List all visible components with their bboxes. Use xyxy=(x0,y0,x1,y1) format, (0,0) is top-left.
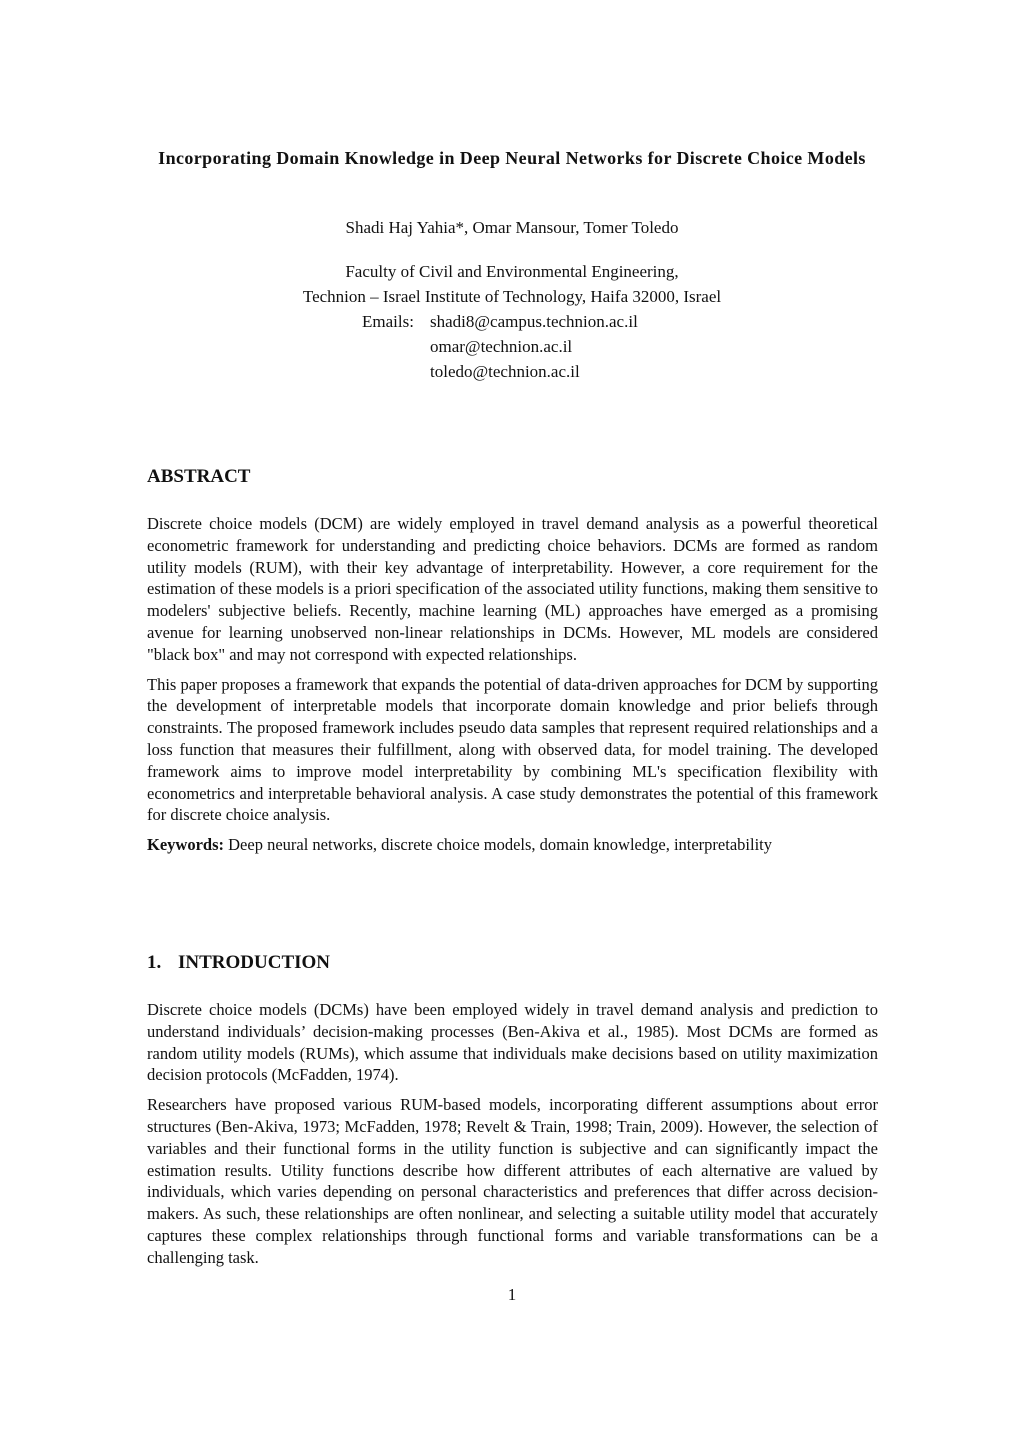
email-block xyxy=(362,309,638,384)
paper-title: Incorporating Domain Knowledge in Deep Neural Networks for Discrete Choice Models xyxy=(158,148,866,168)
intro-paragraph: Discrete choice models (DCMs) have been employed widely in travel demand analysis and prediction to understand individuals’ decision-making processes (Ben-Akiva et al., 1985). Most DCMs are formed as random utility models (RUMs), which assume that individuals make decisions based on utility maximization decision protocols (McFadden, 1974). xyxy=(147,1000,878,1085)
affiliation-line-1: Faculty of Civil and Environmental Engineering, xyxy=(345,262,679,281)
abstract-paragraph: This paper proposes a framework that expands the potential of data-driven approaches for DCM by supporting the development of interpretable models that incorporate domain knowledge and prior beliefs through constraints. The proposed framework includes pseudo data samples that represent required relationships and a loss function that measures their fulfillment, along with observed data, for model training. The developed framework aims to improve model interpretability by combining ML's specification flexibility with econometrics and interpretable behavioral analysis. A case study demonstrates the potential of this framework for discrete choice analysis. xyxy=(147,674,878,825)
affiliation-line-2: Technion – Israel Institute of Technology, Haifa 32000, Israel xyxy=(302,287,722,306)
section-heading-introduction xyxy=(147,951,330,975)
abstract-heading: ABSTRACT xyxy=(147,466,251,487)
keywords xyxy=(147,834,878,856)
author-list: Shadi Haj Yahia*, Omar Mansour, Tomer Toledo xyxy=(345,218,679,237)
keywords-label: Keywords: xyxy=(147,835,224,855)
introduction-body xyxy=(147,999,878,1277)
email-link[interactable]: omar@technion.ac.il xyxy=(430,337,573,356)
abstract-body xyxy=(147,513,878,864)
emails-label: Emails: xyxy=(362,312,414,331)
keywords-text: Deep neural networks, discrete choice models, domain knowledge, interpretability xyxy=(228,835,772,855)
email-link[interactable]: toledo@technion.ac.il xyxy=(430,362,580,381)
email-link[interactable]: shadi8@campus.technion.ac.il xyxy=(430,312,638,331)
abstract-paragraph: Discrete choice models (DCM) are widely employed in travel demand analysis as a powerful theoretical econometric framework for understanding and predicting choice behaviors. DCMs are formed as random utility models (RUM), with their key advantage of interpretability. However, a core requirement for the estimation of these models is a priori specification of the associated utility functions, making them sensitive to modelers' subjective beliefs. Recently, machine learning (ML) approaches have emerged as a promising avenue for learning unobserved non-linear relationships in DCMs. However, ML models are considered "black box" and may not correspond with expected relationships. xyxy=(147,514,878,664)
section-number: 1. xyxy=(147,952,162,973)
affiliation xyxy=(120,259,904,309)
page-number: 1 xyxy=(507,1285,517,1304)
section-title: INTRODUCTION xyxy=(178,952,331,973)
intro-paragraph: Researchers have proposed various RUM-based models, incorporating different assumptions about error structures (Ben-Akiva, 1973; McFadden, 1978; Revelt & Train, 1998; Train, 2009). However, the selection of variables and their functional forms in the utility function is subjective and can significantly impact the estimation results. Utility functions describe how different attributes of each alternative are valued by individuals, which varies depending on personal characteristics and preferences that differ across decision-makers. As such, these relationships are often nonlinear, and selecting a suitable utility model that accurately captures these complex relationships through functional forms and variable transformations can be a challenging task. xyxy=(147,1095,878,1267)
